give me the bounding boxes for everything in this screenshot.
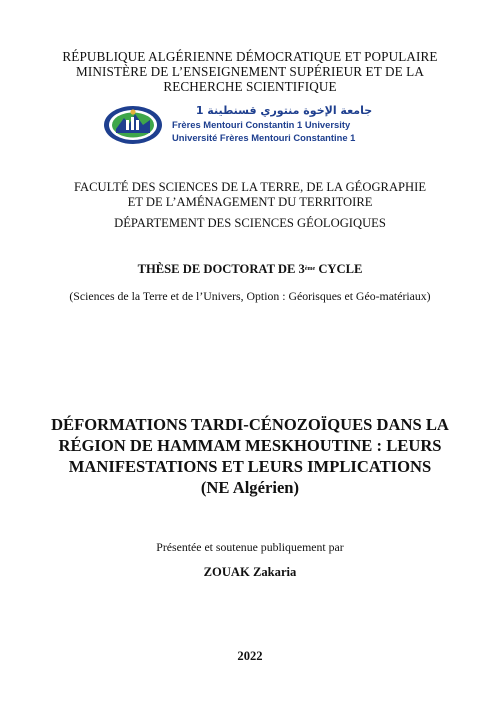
thesis-title-line-2: RÉGION DE HAMMAM MESKHOUTINE : LEURS: [58, 436, 442, 455]
ministry-heading: MINISTÈRE DE L’ENSEIGNEMENT SUPÉRIEUR ET DE LA: [76, 64, 424, 79]
university-logo: [102, 103, 402, 147]
thesis-title-line-4: (NE Algérien): [200, 478, 300, 497]
university-emblem-icon: [102, 103, 164, 147]
thesis-title-line-3: MANIFESTATIONS ET LEURS IMPLICATIONS: [68, 457, 432, 476]
thesis-year: 2022: [237, 649, 263, 663]
logo-arabic-name: جامعة الإخوة منتوري قسنطينة 1: [195, 104, 373, 117]
presented-by-text: Présentée et soutenue publiquement par: [156, 540, 344, 554]
logo-english-name: Frères Mentouri Constantin 1 University: [172, 119, 351, 130]
department-name: DÉPARTEMENT DES SCIENCES GÉOLOGIQUES: [114, 216, 386, 230]
ministry-heading-continued: RECHERCHE SCIENTIFIQUE: [163, 79, 337, 94]
republic-heading: RÉPUBLIQUE ALGÉRIENNE DÉMOCRATIQUE ET POPULAIRE: [62, 49, 438, 64]
faculty-name: FACULTÉ DES SCIENCES DE LA TERRE, DE LA GÉOGRAPHIE: [73, 180, 427, 194]
faculty-name-continued: ET DE L’AMÉNAGEMENT DU TERRITOIRE: [127, 195, 373, 209]
thesis-type: THÈSE DE DOCTORAT DE 3ème CYCLE: [137, 262, 363, 276]
thesis-title-line-1: DÉFORMATIONS TARDI-CÉNOZOÏQUES DANS LA: [51, 415, 449, 434]
thesis-specialty: (Sciences de la Terre et de l’Univers, Option : Géorisques et Géo-matériaux): [69, 289, 431, 303]
author-name: ZOUAK Zakaria: [203, 565, 297, 579]
logo-french-name: Université Frères Mentouri Constantine 1: [172, 132, 356, 143]
